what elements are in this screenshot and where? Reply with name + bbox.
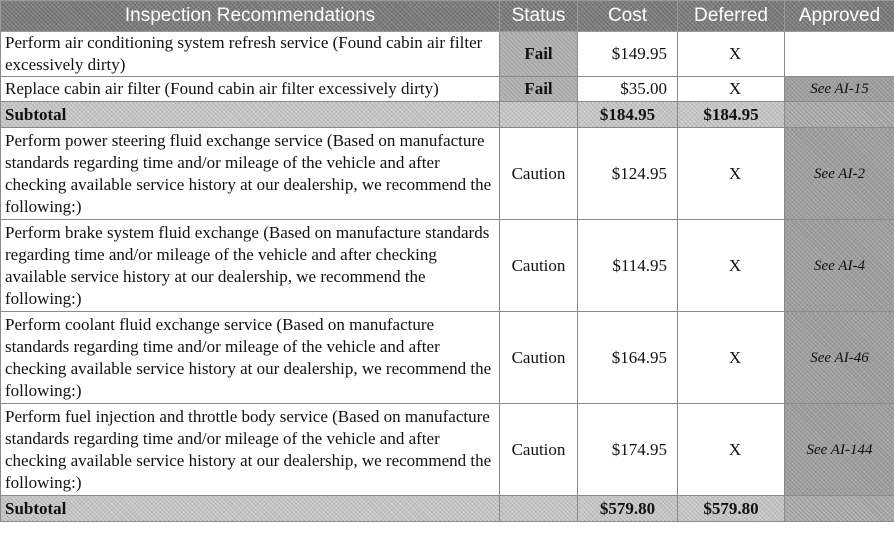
row-deferred: X bbox=[678, 220, 785, 312]
header-deferred: Deferred bbox=[678, 1, 785, 32]
row-description: Perform fuel injection and throttle body service (Based on manufacture standards regarding time and/or mileage of the vehicle and after checking available service history at our dealership, we recommend the following:) bbox=[1, 404, 500, 496]
table-header-row bbox=[1, 1, 894, 32]
subtotal-row bbox=[1, 496, 894, 522]
approved-reference: See AI-2 bbox=[785, 128, 894, 220]
row-deferred: X bbox=[678, 312, 785, 404]
status-badge: Fail bbox=[500, 32, 578, 77]
row-description: Perform power steering fluid exchange service (Based on manufacture standards regarding time and/or mileage of the vehicle and after checking available service history at our dealership, we recommend the following:) bbox=[1, 128, 500, 220]
status-badge: Fail bbox=[500, 77, 578, 102]
table-row bbox=[1, 312, 894, 404]
approved-reference: See AI-4 bbox=[785, 220, 894, 312]
row-deferred: X bbox=[678, 404, 785, 496]
subtotal-approved-cell bbox=[785, 496, 894, 522]
row-cost: $174.95 bbox=[578, 404, 678, 496]
header-description: Inspection Recommendations bbox=[1, 1, 500, 32]
row-description: Perform air conditioning system refresh service (Found cabin air filter excessively dirty) bbox=[1, 32, 500, 77]
header-approved: Approved bbox=[785, 1, 894, 32]
row-description: Replace cabin air filter (Found cabin air filter excessively dirty) bbox=[1, 77, 500, 102]
row-cost: $35.00 bbox=[578, 77, 678, 102]
row-deferred: X bbox=[678, 32, 785, 77]
status-badge: Caution bbox=[500, 404, 578, 496]
subtotal-cost: $579.80 bbox=[578, 496, 678, 522]
row-description: Perform coolant fluid exchange service (Based on manufacture standards regarding time and/or mileage of the vehicle and after checking available service history at our dealership, we recommend the following:) bbox=[1, 312, 500, 404]
approved-reference: See AI-15 bbox=[785, 77, 894, 102]
table-row bbox=[1, 32, 894, 77]
row-cost: $114.95 bbox=[578, 220, 678, 312]
subtotal-status-cell bbox=[500, 496, 578, 522]
subtotal-label: Subtotal bbox=[1, 496, 500, 522]
approved-reference: See AI-144 bbox=[785, 404, 894, 496]
status-badge: Caution bbox=[500, 128, 578, 220]
row-approved bbox=[785, 32, 894, 77]
status-badge: Caution bbox=[500, 312, 578, 404]
subtotal-status-cell bbox=[500, 102, 578, 128]
subtotal-label: Subtotal bbox=[1, 102, 500, 128]
row-cost: $164.95 bbox=[578, 312, 678, 404]
status-badge: Caution bbox=[500, 220, 578, 312]
subtotal-deferred: $579.80 bbox=[678, 496, 785, 522]
row-description: Perform brake system fluid exchange (Based on manufacture standards regarding time and/or mileage of the vehicle and after checking available service history at our dealership, we recommend the following:) bbox=[1, 220, 500, 312]
table-row bbox=[1, 220, 894, 312]
table-row bbox=[1, 77, 894, 102]
row-deferred: X bbox=[678, 77, 785, 102]
subtotal-row bbox=[1, 102, 894, 128]
subtotal-approved-cell bbox=[785, 102, 894, 128]
row-deferred: X bbox=[678, 128, 785, 220]
subtotal-deferred: $184.95 bbox=[678, 102, 785, 128]
header-cost: Cost bbox=[578, 1, 678, 32]
table-row bbox=[1, 404, 894, 496]
row-cost: $149.95 bbox=[578, 32, 678, 77]
header-status: Status bbox=[500, 1, 578, 32]
approved-reference: See AI-46 bbox=[785, 312, 894, 404]
table-row bbox=[1, 128, 894, 220]
row-cost: $124.95 bbox=[578, 128, 678, 220]
subtotal-cost: $184.95 bbox=[578, 102, 678, 128]
